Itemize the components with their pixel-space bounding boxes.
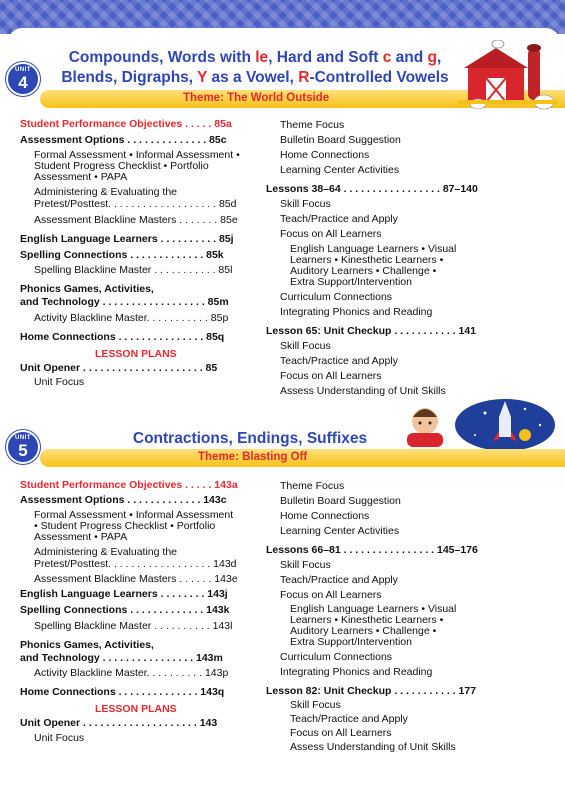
unit-label: UNIT <box>15 67 31 73</box>
toc-entry[interactable]: Lesson 82: Unit Checkup . . . . . . . . . . . 177 <box>266 685 477 697</box>
toc-subentry: Learning Center Activities <box>280 164 400 176</box>
toc-subentry: Auditory Learners • Challenge • <box>290 625 437 637</box>
toc-subentry: Assessment • PAPA <box>34 531 128 543</box>
toc-entry[interactable]: Spelling Connections . . . . . . . . . . . . . 85k <box>20 249 224 261</box>
unit-4-badge <box>6 62 40 96</box>
toc-subentry[interactable]: Pretest/Posttest. . . . . . . . . . . . . . . . . . . 85d <box>34 198 237 210</box>
toc-subentry: Administering & Evaluating the <box>34 186 177 198</box>
toc-subentry: Administering & Evaluating the <box>34 546 177 558</box>
toc-entry[interactable]: Assessment Options . . . . . . . . . . . . . 143c <box>20 494 227 506</box>
toc-subentry: Assess Understanding of Unit Skills <box>290 741 456 753</box>
toc-entry[interactable]: Student Performance Objectives . . . . . 85a <box>20 118 232 130</box>
toc-entry[interactable]: Assessment Options . . . . . . . . . . . . . . 85c <box>20 134 227 146</box>
toc-subentry: Learners • Kinesthetic Learners • <box>290 614 444 626</box>
toc-subentry: Home Connections <box>280 510 370 522</box>
barn-illustration <box>458 40 558 112</box>
toc-subentry: Student Progress Checklist • Portfolio <box>34 160 209 172</box>
unit-4-theme: Theme: The World Outside <box>183 92 330 104</box>
toc-subentry: Bulletin Board Suggestion <box>280 495 401 507</box>
toc-subentry: Formal Assessment • Informal Assessment • <box>34 149 240 161</box>
unit-5-badge <box>6 430 40 464</box>
toc-subentry: Theme Focus <box>280 119 345 131</box>
unit-5-theme-bar <box>40 449 565 467</box>
toc-subentry: Teach/Practice and Apply <box>280 574 398 586</box>
toc-entry[interactable]: Unit Opener . . . . . . . . . . . . . . . . . . . . . 85 <box>20 362 218 374</box>
toc-subentry[interactable]: Spelling Blackline Master . . . . . . . . . . . 85l <box>34 264 233 276</box>
toc-subentry: English Language Learners • Visual <box>290 243 457 255</box>
toc-subentry: Focus on All Learners <box>290 727 392 739</box>
toc-subentry: Theme Focus <box>280 480 345 492</box>
toc-subentry[interactable]: Assessment Blackline Masters . . . . . . 143e <box>34 573 238 585</box>
toc-entry[interactable]: Student Performance Objectives . . . . . 143a <box>20 479 238 491</box>
toc-subentry: Extra Support/Intervention <box>290 636 412 648</box>
unit-label: UNIT <box>15 435 31 441</box>
toc-entry[interactable]: and Technology . . . . . . . . . . . . . . . . . . 85m <box>20 296 229 308</box>
toc-entry[interactable]: English Language Learners . . . . . . . . . . 85j <box>20 233 234 245</box>
toc-subentry: Teach/Practice and Apply <box>280 355 398 367</box>
toc-subentry[interactable]: Activity Blackline Master. . . . . . . . . . 143p <box>34 667 229 679</box>
toc-entry[interactable]: Lesson 65: Unit Checkup . . . . . . . . . . . 141 <box>266 325 477 337</box>
toc-subentry: Curriculum Connections <box>280 291 393 303</box>
toc-subentry: Learning Center Activities <box>280 525 400 537</box>
toc-subentry: Learners • Kinesthetic Learners • <box>290 254 444 266</box>
space-illustration <box>405 395 555 455</box>
toc-entry[interactable]: Spelling Connections . . . . . . . . . . . . . 143k <box>20 604 230 616</box>
lesson-plans-heading: LESSON PLANS <box>95 348 177 360</box>
toc-entry[interactable]: Home Connections . . . . . . . . . . . . . . 143q <box>20 686 225 698</box>
toc-subentry: Assess Understanding of Unit Skills <box>280 385 446 397</box>
toc-subentry: Formal Assessment • Informal Assessment <box>34 509 234 521</box>
toc-subentry: Skill Focus <box>280 340 331 352</box>
toc-subentry: Integrating Phonics and Reading <box>280 666 433 678</box>
toc-subentry: Bulletin Board Suggestion <box>280 134 401 146</box>
toc-subentry[interactable]: Pretest/Posttest. . . . . . . . . . . . . . . . . . 143d <box>34 558 237 570</box>
toc-subentry: Skill Focus <box>280 559 331 571</box>
toc-subentry: Teach/Practice and Apply <box>290 713 408 725</box>
toc-entry[interactable]: Lessons 66–81 . . . . . . . . . . . . . . . . 145–176 <box>266 544 478 556</box>
toc-subentry: Unit Focus <box>34 732 85 744</box>
unit-number: 4 <box>18 73 28 92</box>
toc-subentry: Focus on All Learners <box>280 589 382 601</box>
toc-entry: Phonics Games, Activities, <box>20 283 154 295</box>
toc-entry[interactable]: and Technology . . . . . . . . . . . . . . . . 143m <box>20 652 223 664</box>
toc-entry[interactable]: Unit Opener . . . . . . . . . . . . . . . . . . . . 143 <box>20 717 218 729</box>
toc-subentry: Unit Focus <box>34 376 85 388</box>
unit-5-title: Contractions, Endings, Suffixes <box>132 430 368 447</box>
lesson-plans-heading: LESSON PLANS <box>95 703 177 715</box>
toc-subentry: Skill Focus <box>290 699 341 711</box>
unit-4-title-line1: Compounds, Words with le, Hard and Soft c and g, <box>68 49 442 66</box>
toc-entry[interactable]: English Language Learners . . . . . . . . 143j <box>20 588 228 600</box>
toc-subentry: Assessment • PAPA <box>34 171 128 183</box>
toc-subentry: English Language Learners • Visual <box>290 603 457 615</box>
toc-subentry: Teach/Practice and Apply <box>280 213 398 225</box>
toc-subentry: Skill Focus <box>280 198 331 210</box>
toc-subentry: Integrating Phonics and Reading <box>280 306 433 318</box>
toc-subentry: Focus on All Learners <box>280 228 382 240</box>
toc-entry[interactable]: Lessons 38–64 . . . . . . . . . . . . . . . . . 87–140 <box>266 183 478 195</box>
toc-subentry[interactable]: Activity Blackline Master. . . . . . . . . . . 85p <box>34 312 229 324</box>
toc-subentry: • Student Progress Checklist • Portfolio <box>34 520 216 532</box>
toc-entry[interactable]: Home Connections . . . . . . . . . . . . . . . 85q <box>20 331 225 343</box>
toc-subentry: Home Connections <box>280 149 370 161</box>
toc-subentry: Auditory Learners • Challenge • <box>290 265 437 277</box>
unit-5-theme: Theme: Blasting Off <box>198 451 308 463</box>
unit-number: 5 <box>18 441 28 460</box>
toc-entry: Phonics Games, Activities, <box>20 639 154 651</box>
unit-4-title-line2: Blends, Digraphs, Y as a Vowel, R-Controlled Vowels <box>61 69 449 86</box>
toc-subentry: Curriculum Connections <box>280 651 393 663</box>
toc-subentry: Focus on All Learners <box>280 370 382 382</box>
toc-subentry[interactable]: Assessment Blackline Masters . . . . . . . 85e <box>34 214 238 226</box>
toc-subentry[interactable]: Spelling Blackline Master . . . . . . . . . . 143l <box>34 620 233 632</box>
toc-subentry: Extra Support/Intervention <box>290 276 412 288</box>
unit-4-title <box>40 48 470 88</box>
